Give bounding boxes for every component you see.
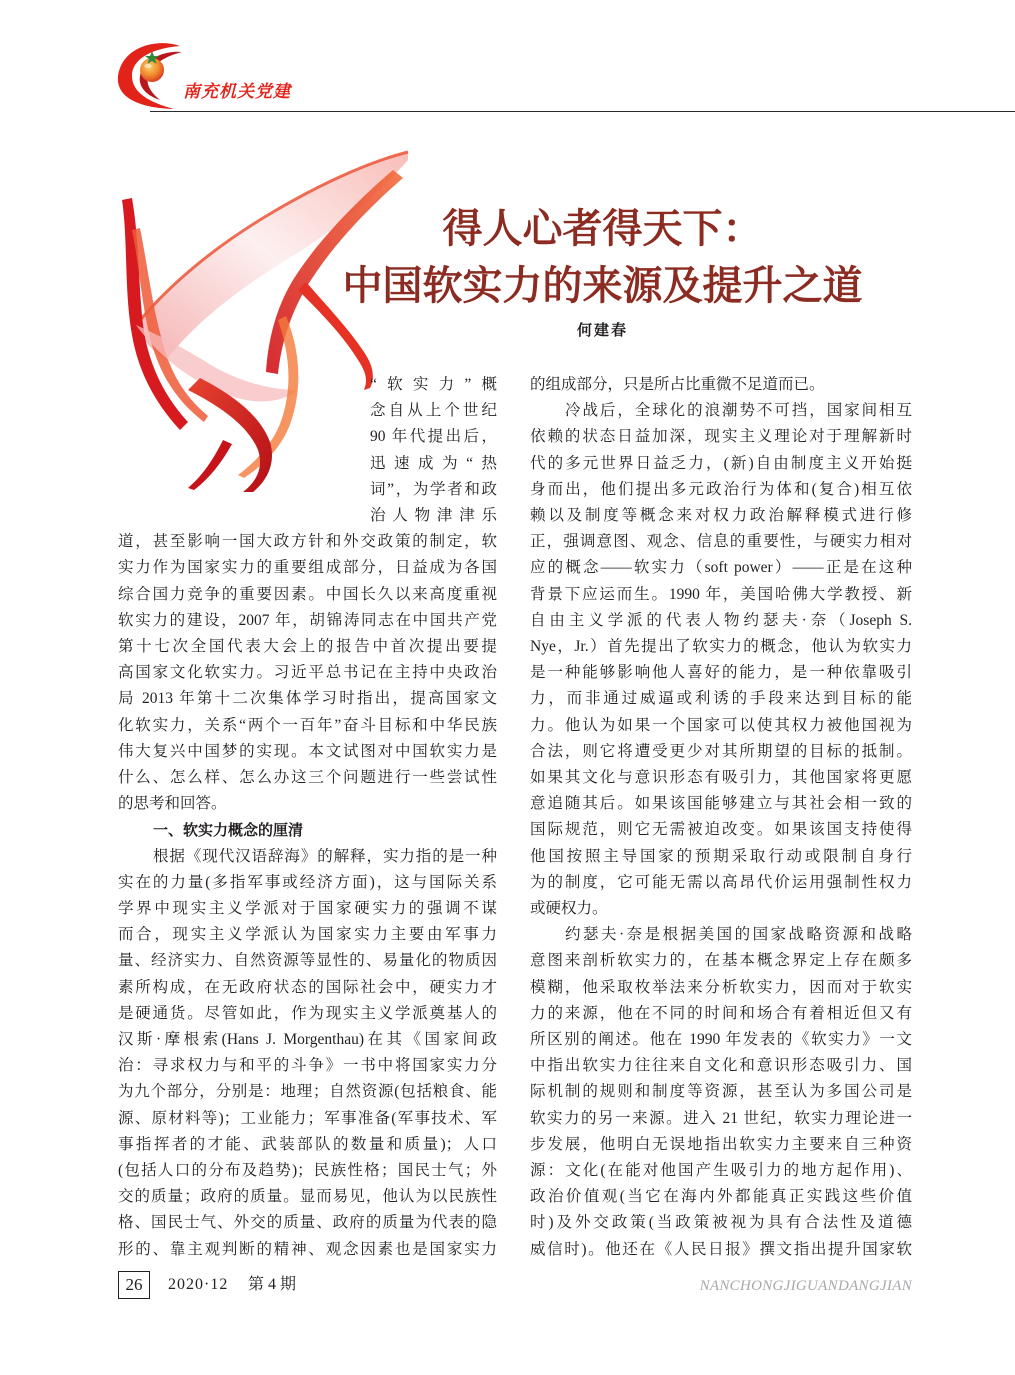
article-title <box>330 200 875 314</box>
issue-number: 第 4 期 <box>248 1276 297 1293</box>
body-line: 所区别的阐述。他在 1990 年发表的《软实力》一文 <box>530 1031 912 1048</box>
body-line: 如果其文化与意识形态有吸引力，其他国家将更愿 <box>530 769 912 786</box>
body-line: 是硬通货。尽管如此，作为现实主义学派奠基人的 <box>118 1004 497 1022</box>
body-line: 力，而非通过威逼或利诱的手段来达到目标的能 <box>530 690 912 708</box>
body-line: 正，强调意图、观念、信息的重要性，与硬实力相对 <box>530 533 912 551</box>
body-line: 中指出软实力往往来自文化和意识形态吸引力、国 <box>530 1057 912 1075</box>
body-line: 约瑟夫·奈是根据美国的国家战略资源和战略 <box>565 926 912 944</box>
article-title-line: 中国软实力的来源及提升之道 <box>342 262 863 309</box>
body-line: 或硬权力。 <box>530 900 608 917</box>
body-line: 为九个部分，分别是：地理；自然资源(包括粮食、能 <box>118 1083 497 1101</box>
body-line: 源、原材料等)；工业能力；军事准备(军事技术、军 <box>118 1109 497 1127</box>
body-line: 而合，现实主义学派认为国家实力主要由军事力 <box>118 926 497 944</box>
body-line: 身而出，他们提出多元政治行为体和(复合)相互依 <box>530 480 912 498</box>
body-line: 治：寻求权力与和平的斗争》一书中将国家实力分 <box>118 1057 497 1075</box>
body-line: 根据《现代汉语辞海》的解释，实力指的是一种 <box>153 847 497 865</box>
body-line: 汉斯·摩根索(Hans J. Morgenthau)在其《国家间政 <box>118 1031 497 1048</box>
body-line: 局 2013 年第十二次集体学习时指出，提高国家文 <box>118 690 497 708</box>
body-line: 意图来剖析软实力的，在基本概念界定上存在颇多 <box>530 952 912 970</box>
body-line: 冷战后，全球化的浪潮势不可挡，国家间相互 <box>565 402 912 420</box>
body-line: 力的来源，他在不同的时间和场合有着相近但又有 <box>530 1004 912 1022</box>
body-line: 什么、怎么样、怎么办这三个问题进行一些尝试性 <box>118 769 497 786</box>
body-line: 背景下应运而生。1990 年，美国哈佛大学教授、新 <box>530 585 912 603</box>
article-author: 何建春 <box>576 321 628 339</box>
party-emblem-icon <box>108 36 190 112</box>
body-line: 的思考和回答。 <box>118 795 227 813</box>
body-line: 90 年代提出后， <box>370 428 497 446</box>
body-line: 事指挥者的才能、武装部队的数量和质量)；人口 <box>118 1135 497 1153</box>
body-line: 际机制的规则和制度等资源，甚至认为多国公司是 <box>530 1083 912 1101</box>
body-line: Nye，Jr.）首先提出了软实力的概念，他认为软实力 <box>530 638 912 655</box>
body-line: 实力作为国家实力的重要组成部分，日益成为各国 <box>118 559 497 577</box>
body-line: 威信时)。他还在《人民日报》撰文指出提升国家软 <box>530 1240 912 1258</box>
left-column <box>118 372 497 1263</box>
page-number: 26 <box>118 1271 150 1299</box>
magazine-logo-text: 南充机关党建 <box>183 82 291 102</box>
body-line: 交的质量；政府的质量。显而易见，他认为以民族性 <box>118 1188 497 1206</box>
body-line: 量、经济实力、自然资源等显性的、易量化的物质因 <box>118 952 497 970</box>
body-line: 迅速成为“热 <box>370 454 497 472</box>
body-line: 治人物津津乐 <box>370 507 497 524</box>
body-line: 模糊，他采取枚举法来分析软实力，因而对于软实 <box>530 978 912 996</box>
body-line: 念自从上个世纪 <box>370 402 497 420</box>
body-line: 意追随其后。如果该国能够建立与其社会相一致的 <box>530 795 912 813</box>
body-line: 的组成部分，只是所占比重微不足道而已。 <box>530 376 825 393</box>
body-line: 为的制度，它可能无需以高昂代价运用强制性权力 <box>530 873 912 891</box>
header-rule <box>150 111 1015 112</box>
section-heading: 一、软实力概念的厘清 <box>153 821 304 840</box>
body-line: 格、国民士气、外交的质量、政府的质量为代表的隐 <box>118 1214 497 1232</box>
body-line: 词”，为学者和政 <box>370 480 497 498</box>
body-line: “软实力”概 <box>370 376 497 393</box>
body-line: 软实力的另一来源。进入 21 世纪，软实力理论进一 <box>530 1109 912 1127</box>
body-line: 自由主义学派的代表人物约瑟夫·奈（Joseph S. <box>530 611 912 629</box>
issue-date: 2020·12 <box>168 1276 229 1293</box>
body-line: 赖以及制度等概念来对权力政治解释模式进行修 <box>530 507 912 524</box>
body-line: 代的多元世界日益乏力，(新)自由制度主义开始挺 <box>530 454 912 472</box>
body-line: 实在的力量(多指军事或经济方面)，这与国际关系 <box>118 873 497 891</box>
body-line: 依赖的状态日益加深，现实主义理论对于理解新时 <box>530 428 912 446</box>
body-line: 步发展，他明白无误地指出软实力主要来自三种资 <box>530 1135 912 1153</box>
body-line: (包括人口的分布及趋势)；民族性格；国民士气；外 <box>118 1162 497 1179</box>
body-line: 国际规范，则它无需被迫改变。如果该国支持使得 <box>530 821 912 839</box>
magazine-name-latin: NANCHONGJIGUANDANGJIAN <box>699 1278 912 1294</box>
body-line: 力。他认为如果一个国家可以使其权力被他国视为 <box>530 716 912 734</box>
article-title-line: 得人心者得天下： <box>442 205 763 252</box>
body-line: 化软实力，关系“两个一百年”奋斗目标和中华民族 <box>118 716 497 734</box>
body-line: 高国家文化软实力。习近平总书记在主持中央政治 <box>118 664 497 682</box>
body-line: 软实力的建设，2007 年，胡锦涛同志在中国共产党 <box>118 611 497 629</box>
body-line: 时)及外交政策(当政策被视为具有合法性及道德 <box>530 1214 912 1232</box>
body-line: 综合国力竞争的重要因素。中国长久以来高度重视 <box>118 585 497 603</box>
right-column <box>530 372 912 1263</box>
body-line: 第十七次全国代表大会上的报告中首次提出要提 <box>118 638 497 655</box>
body-line: 政治价值观(当它在海内外都能真正实践这些价值 <box>530 1188 912 1206</box>
body-line: 形的、靠主观判断的精神、观念因素也是国家实力 <box>118 1240 497 1258</box>
body-line: 道，甚至影响一国大政方针和外交政策的制定，软 <box>118 533 497 551</box>
body-line: 合法，则它将遭受更少对其所期望的目标的抵制。 <box>530 742 912 760</box>
body-line: 素所构成，在无政府状态的国际社会中，硬实力才 <box>118 978 497 996</box>
body-line: 源：文化(在能对他国产生吸引力的地方起作用)、 <box>530 1162 912 1179</box>
body-line: 应的概念——软实力（soft power）——正是在这种 <box>530 559 912 577</box>
body-line: 伟大复兴中国梦的实现。本文试图对中国软实力是 <box>118 742 497 760</box>
body-line: 他国按照主导国家的预期采取行动或限制自身行 <box>530 847 912 865</box>
body-line: 是一种能够影响他人喜好的能力，是一种依靠吸引 <box>530 664 912 682</box>
body-line: 学界中现实主义学派对于国家硬实力的强调不谋 <box>118 900 497 917</box>
